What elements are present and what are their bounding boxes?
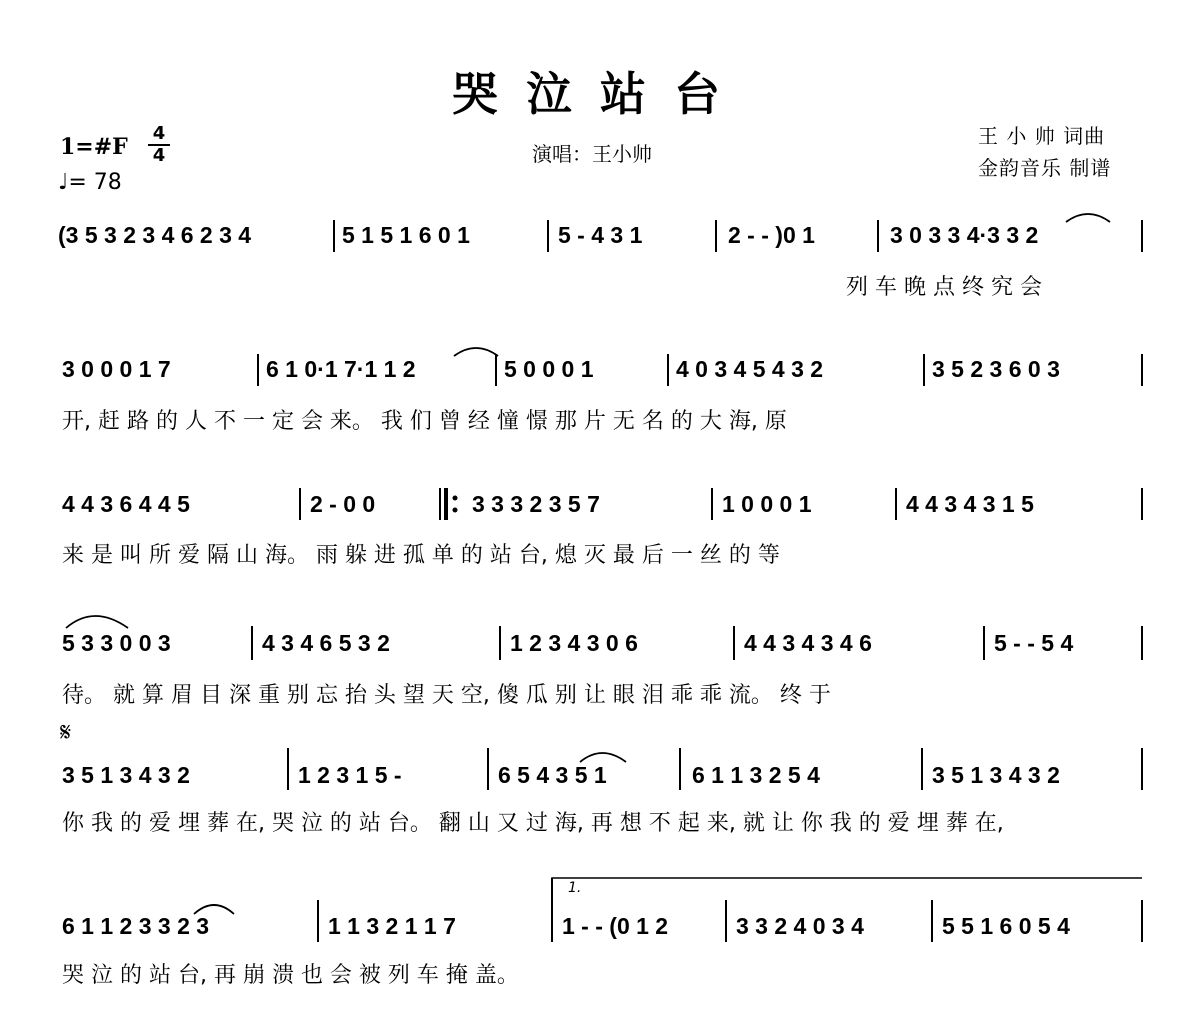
line-4-lyrics: 待。 就 算 眉 目 深 重 别 忘 抬 头 望 天 空, 傻 瓜 别 让 眼 泪 乖 乖 流。 终 于 bbox=[62, 683, 831, 708]
singer-credit: 演唱：王小帅 bbox=[532, 142, 652, 166]
line-5-measure-5: 3 5 1 3 4 3 2 bbox=[932, 762, 1060, 788]
tempo-marking: ♩= 78 bbox=[58, 170, 122, 195]
line-4-measure-1: 5 3 3 0 0 3 bbox=[62, 630, 171, 656]
transcriber-credit: 金韵音乐 制谱 bbox=[978, 156, 1112, 180]
segno-sign: 𝄋 bbox=[60, 718, 72, 748]
line-1-measure-2: 5 1 5 1 6 0 1 bbox=[342, 222, 470, 248]
line-3-measure-3: 3 3 3 2 3 5 7 bbox=[472, 491, 600, 517]
line-1-lyrics: 列 车 晚 点 终 究 会 bbox=[846, 275, 1042, 300]
line-6-measure-1: 6 1 1 2 3 3 2 3 bbox=[62, 913, 210, 939]
slur bbox=[454, 348, 498, 356]
line-2-measure-3: 5 0 0 0 1 bbox=[504, 356, 594, 382]
time-signature-bottom: 4 bbox=[148, 144, 170, 166]
line-4-measure-4: 4 4 3 4 3 4 6 bbox=[744, 630, 872, 656]
slur bbox=[580, 753, 626, 762]
line-2-measure-2: 6 1 0·1 7·1 1 2 bbox=[266, 356, 416, 382]
lyricist-composer-credit: 王 小 帅 词曲 bbox=[978, 124, 1106, 148]
line-3-measure-4: 1 0 0 0 1 bbox=[722, 491, 812, 517]
line-6-lyrics: 哭 泣 的 站 台, 再 崩 溃 也 会 被 列 车 掩 盖。 bbox=[62, 963, 519, 988]
repeat-dot bbox=[453, 508, 458, 513]
line-1-measure-1: (3 5 3 2 3 4 6 2 3 4 bbox=[58, 222, 252, 248]
line-2-measure-1: 3 0 0 0 1 7 bbox=[62, 356, 171, 382]
line-4-measure-5: 5 - - 5 4 bbox=[994, 630, 1074, 656]
key-signature: 1=#F bbox=[60, 134, 128, 160]
volta-label: 1. bbox=[568, 880, 582, 896]
time-signature-top: 4 bbox=[152, 123, 166, 144]
line-1-measure-4: 2 - - )0 1 bbox=[728, 222, 815, 248]
line-3-measure-5: 4 4 3 4 3 1 5 bbox=[906, 491, 1034, 517]
line-5-lyrics: 你 我 的 爱 埋 葬 在, 哭 泣 的 站 台。 翻 山 又 过 海, 再 想 不 起 来, 就 让 你 我 的 爱 埋 葬 在, bbox=[62, 811, 1004, 836]
slur bbox=[66, 616, 128, 628]
volta-bracket bbox=[552, 878, 1142, 900]
repeat-dot bbox=[453, 496, 458, 501]
line-3-lyrics: 来 是 叫 所 爱 隔 山 海。 雨 躲 进 孤 单 的 站 台, 熄 灭 最 后 一 丝 的 等 bbox=[62, 543, 780, 568]
line-3-measure-2: 2 - 0 0 bbox=[310, 491, 376, 517]
line-2-measure-4: 4 0 3 4 5 4 3 2 bbox=[676, 356, 824, 382]
line-5-measure-1: 3 5 1 3 4 3 2 bbox=[62, 762, 190, 788]
line-6-measure-4: 3 3 2 4 0 3 4 bbox=[736, 913, 864, 939]
line-5-measure-2: 1 2 3 1 5 - bbox=[298, 762, 402, 788]
line-2-measure-5: 3 5 2 3 6 0 3 bbox=[932, 356, 1060, 382]
line-1-measure-3: 5 - 4 3 1 bbox=[558, 222, 643, 248]
line-6-measure-3: 1 - - (0 1 2 bbox=[562, 913, 669, 939]
slur bbox=[1066, 214, 1110, 222]
line-4-measure-2: 4 3 4 6 5 3 2 bbox=[262, 630, 390, 656]
slur bbox=[194, 905, 234, 914]
line-4-measure-3: 1 2 3 4 3 0 6 bbox=[510, 630, 638, 656]
line-6-measure-2: 1 1 3 2 1 1 7 bbox=[328, 913, 456, 939]
line-3-measure-1: 4 4 3 6 4 4 5 bbox=[62, 491, 190, 517]
line-5-measure-4: 6 1 1 3 2 5 4 bbox=[692, 762, 820, 788]
line-2-lyrics: 开, 赶 路 的 人 不 一 定 会 来。 我 们 曾 经 憧 憬 那 片 无 名 的 大 海, 原 bbox=[62, 409, 787, 434]
line-1-measure-5: 3 0 3 3 4·3 3 2 bbox=[890, 222, 1039, 248]
song-title: 哭泣站台 bbox=[452, 67, 748, 121]
line-6-measure-5: 5 5 1 6 0 5 4 bbox=[942, 913, 1070, 939]
line-5-measure-3: 6 5 4 3 5 1 bbox=[498, 762, 607, 788]
